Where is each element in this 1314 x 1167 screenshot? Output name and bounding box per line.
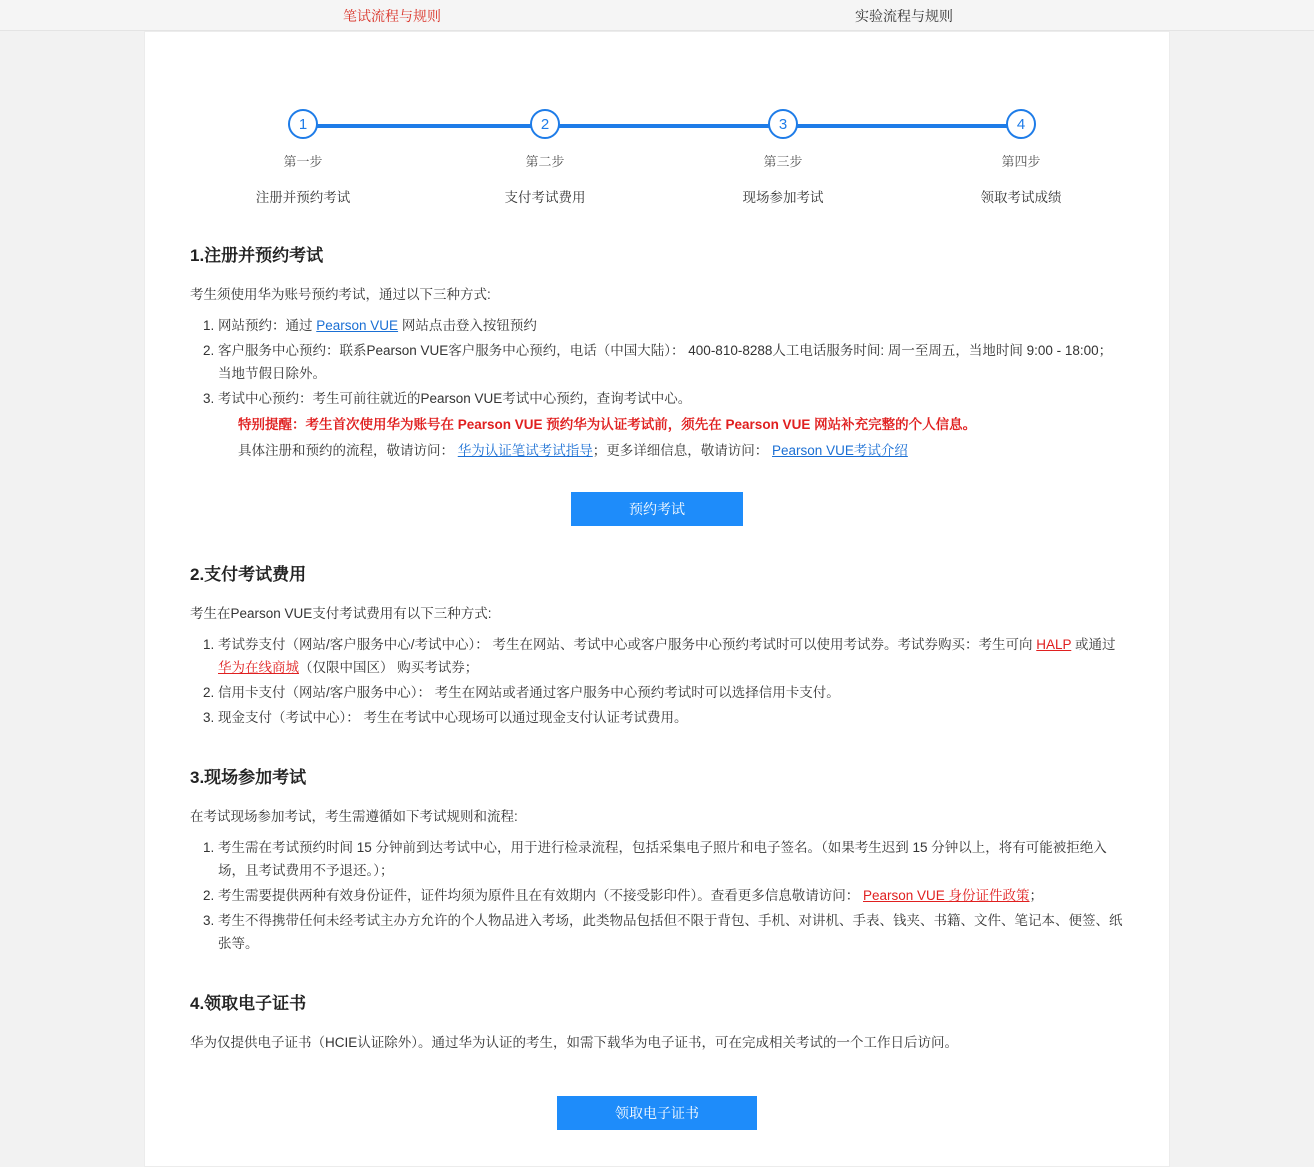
pearson-vue-exam-intro-link[interactable]: Pearson VUE考试介绍 [772, 443, 908, 458]
section-1-alert: 特别提醒：考生首次使用华为账号在 Pearson VUE 预约华为认证考试前，须先在 Pearson VUE 网站补充完整的个人信息。 [238, 417, 977, 432]
halp-link[interactable]: HALP [1036, 637, 1072, 652]
stepper [145, 87, 1169, 207]
list-item [218, 314, 1124, 337]
written-exam-guide-link[interactable]: 华为认证笔试考试指导 [457, 443, 593, 458]
tab-written-exam-rules[interactable]: 笔试流程与规则 [343, 8, 441, 24]
step-3-number: 3 [768, 109, 798, 139]
card-body [145, 241, 1169, 1130]
step-4-description: 领取考试成绩 [980, 190, 1062, 205]
list-item [218, 633, 1124, 679]
section-3-list [190, 836, 1124, 955]
tab-lab-exam-rules[interactable]: 实验流程与规则 [855, 8, 953, 24]
section-3-title: 3.现场参加考试 [190, 768, 307, 787]
section-3-lead: 在考试现场参加考试，考生需遵循如下考试规则和流程: [190, 809, 518, 824]
section-1-list [190, 314, 1124, 462]
step-3 [703, 109, 863, 206]
section-1-note-pre: 具体注册和预约的流程，敬请访问： [238, 443, 458, 458]
book-exam-button[interactable]: 预约考试 [571, 492, 743, 526]
step-1-label: 第一步 [283, 154, 323, 169]
section-2-lead: 考生在Pearson VUE支付考试费用有以下三种方式: [190, 606, 492, 621]
section-2-item1-pre: 考试券支付（网站/客户服务中心/考试中心）： 考生在网站、考试中心或客户服务中心预约考试时可以使用考试券。考试券购买：考生可向 [218, 637, 1037, 652]
section-1-item3-text: 考试中心预约：考生可前往就近的Pearson VUE考试中心预约，查询考试中心。 [218, 391, 692, 406]
list-item [218, 387, 1124, 462]
id-policy-link[interactable]: Pearson VUE 身份证件政策 [863, 888, 1030, 903]
list-item: 2. 客户服务中心预约：联系Pearson VUE客户服务中心预约，电话（中国大陆）： 400-810-8288人工电话服务时间: 周一至周五，当地时间 9:00 - 18:00；当地节假日除外。 [218, 339, 1124, 385]
step-3-description: 现场参加考试 [742, 190, 824, 205]
section-2-item1-post: （仅限中国区） 购买考试券； [299, 660, 479, 675]
section-1-lead: 考生须使用华为账号预约考试，通过以下三种方式: [190, 287, 491, 302]
section-3-item2-post: ； [1029, 888, 1044, 903]
step-2-number: 2 [530, 109, 560, 139]
section-1-item1-post: 网站点击登入按钮预约 [398, 318, 537, 333]
step-2 [465, 109, 625, 206]
step-4-label: 第四步 [1001, 154, 1041, 169]
list-item: 3. 现金支付（考试中心）： 考生在考试中心现场可以通过现金支付认证考试费用。 [218, 706, 1124, 729]
stepper-progress-line [303, 124, 1027, 128]
book-exam-button-wrap [190, 492, 1124, 526]
section-1-item1-pre: 网站预约：通过 [218, 318, 317, 333]
section-1-note-mid: ；更多详细信息，敬请访问： [592, 443, 773, 458]
step-2-description: 支付考试费用 [504, 190, 586, 205]
section-1-note [218, 440, 1124, 462]
claim-certificate-button-wrap [190, 1096, 1124, 1130]
pearson-vue-link[interactable]: Pearson VUE [316, 318, 399, 333]
step-4-number: 4 [1006, 109, 1036, 139]
section-3-item2-pre: 考生需要提供两种有效身份证件，证件均须为原件且在有效期内（不接受影印件）。查看更多信息敬请访问： [218, 888, 863, 903]
section-1-title: 1.注册并预约考试 [190, 246, 324, 265]
content-card [144, 31, 1170, 1167]
huawei-online-store-link[interactable]: 华为在线商城 [218, 660, 299, 675]
section-2-item1-mid: 或通过 [1071, 637, 1116, 652]
list-item: 2. 信用卡支付（网站/客户服务中心）： 考生在网站或者通过客户服务中心预约考试时可以选择信用卡支付。 [218, 681, 1124, 704]
list-item: 3. 考生不得携带任何未经考试主办方允许的个人物品进入考场，此类物品包括但不限于背包、手机、对讲机、手表、钱夹、书籍、文件、笔记本、便签、纸张等。 [218, 909, 1124, 955]
section-2-title: 2.支付考试费用 [190, 565, 307, 584]
step-1 [223, 109, 383, 206]
step-1-description: 注册并预约考试 [255, 190, 351, 205]
step-3-label: 第三步 [763, 154, 803, 169]
step-2-label: 第二步 [525, 154, 565, 169]
section-4-lead: 华为仅提供电子证书（HCIE认证除外）。通过华为认证的考生，如需下载华为电子证书，可在完成相关考试的一个工作日后访问。 [190, 1035, 959, 1050]
list-item [218, 884, 1124, 907]
claim-certificate-button[interactable]: 领取电子证书 [557, 1096, 757, 1130]
section-4-title: 4.领取电子证书 [190, 994, 307, 1013]
step-4 [941, 109, 1101, 206]
step-1-number: 1 [288, 109, 318, 139]
section-2-list [190, 633, 1124, 729]
list-item: 1. 考生需在考试预约时间 15 分钟前到达考试中心，用于进行检录流程，包括采集电子照片和电子签名。（如果考生迟到 15 分钟以上，将有可能被拒绝入场，且考试费用不予退还。）； [218, 836, 1124, 882]
tab-bar [0, 0, 1314, 31]
